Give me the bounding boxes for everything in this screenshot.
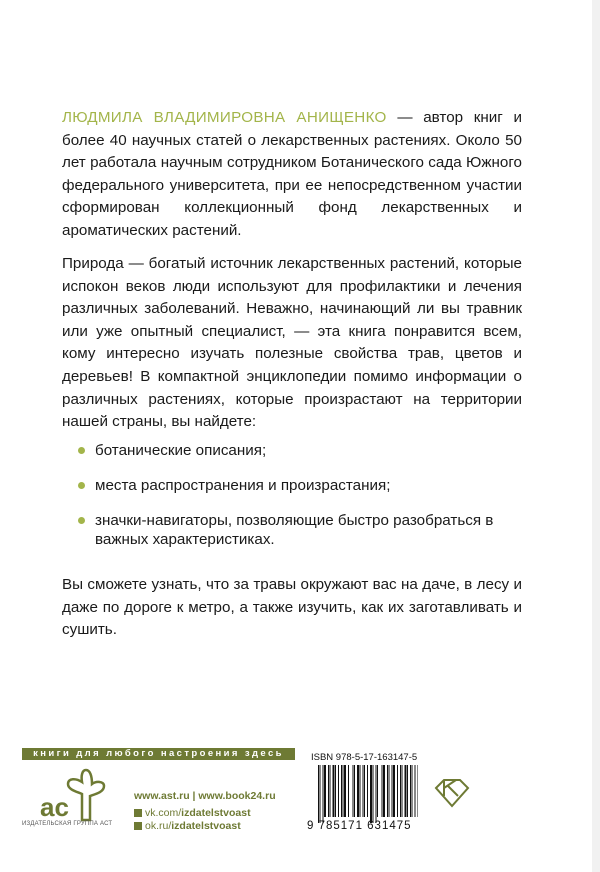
barcode-bar xyxy=(348,765,349,817)
barcode-bar xyxy=(415,765,416,817)
author-paragraph xyxy=(62,107,522,243)
list-item-text: ботанические описания; xyxy=(95,442,267,459)
barcode-bar xyxy=(354,765,355,817)
barcode-bar xyxy=(324,765,326,817)
author-bio: — автор книг и более 40 научных статей о лекарственных растениях. Около 50 лет работала научным сотрудником Ботанического сада Южного федерального университета, при ее непосредственном участии сформирован коллекционный фонд лекарственных и ароматических растений. xyxy=(62,109,522,239)
barcode-bar xyxy=(377,765,378,817)
bullet-icon xyxy=(78,447,85,454)
barcode-bar xyxy=(418,765,419,817)
barcode-bar xyxy=(376,765,377,823)
barcode-bar xyxy=(410,765,411,817)
barcode-bar xyxy=(393,765,395,817)
isbn: ISBN 978-5-17-163147-5 xyxy=(311,752,418,763)
barcode-bar xyxy=(341,765,342,817)
ok-link[interactable] xyxy=(134,820,241,832)
barcode-bar xyxy=(360,765,361,817)
vk-icon xyxy=(134,809,142,817)
list-item xyxy=(62,441,522,460)
logo-caption: ИЗДАТЕЛЬСКАЯ ГРУППА АСТ xyxy=(22,821,113,827)
page-edge xyxy=(592,0,600,872)
ok-prefix: ok.ru/ xyxy=(145,820,172,832)
barcode-bar xyxy=(344,765,346,817)
barcode-digits: 9 785171 631475 xyxy=(307,820,412,832)
slogan-band: книги для любого настроения здесь xyxy=(22,748,295,760)
barcode-bar xyxy=(353,765,354,817)
ok-handle: izdatelstvoast xyxy=(171,820,241,832)
barcode-bar xyxy=(333,765,335,817)
list-item-text: места распространения и произрастания; xyxy=(95,477,391,494)
closing-paragraph: Вы сможете узнать, что за травы окружают вас на даче, в лесу и даже по дороге к метро, а также изучить, как их заготавливать и сушить. xyxy=(62,576,522,639)
websites-link[interactable]: www.ast.ru | www.book24.ru xyxy=(134,790,276,802)
logo-text: ac xyxy=(40,792,69,822)
vk-link[interactable] xyxy=(134,807,251,819)
author-name: ЛЮДМИЛА ВЛАДИМИРОВНА АНИЩЕНКО xyxy=(62,109,387,126)
barcode-bar xyxy=(387,765,388,817)
barcode-bar xyxy=(370,765,372,823)
barcode-bar xyxy=(364,765,365,817)
ast-logo xyxy=(34,766,114,826)
ok-icon xyxy=(134,822,142,830)
barcode-bar xyxy=(320,765,321,823)
vk-handle: izdatelstvoast xyxy=(181,807,251,819)
barcode-bar xyxy=(400,765,401,817)
barcode-bar xyxy=(392,765,393,817)
list-item xyxy=(62,476,522,495)
barcode-bar xyxy=(330,765,331,817)
barcode-bar xyxy=(363,765,364,817)
barcode-bar xyxy=(335,765,336,817)
barcode-bar xyxy=(412,765,413,817)
barcode-bar xyxy=(382,765,383,817)
barcode-bar xyxy=(343,765,344,817)
barcode-bar xyxy=(383,765,385,817)
list-item xyxy=(62,511,522,549)
feature-list xyxy=(62,441,522,565)
description-paragraph: Природа — богатый источник лекарственных растений, которые испокон веков люди используют для профилактики и лечения различных заболеваний. Неважно, начинающий ли вы травник или уже опытный специалист, — эта книга понравится всем, кому интересно изучать полезные свойства трав, цветов и деревьев! В компактной энциклопедии помимо информации о различных растениях, которые произрастают на территории нашей страны, вы найдете: xyxy=(62,255,522,431)
barcode-bar xyxy=(338,765,339,817)
barcode-bar xyxy=(318,765,319,823)
bullet-icon xyxy=(78,517,85,524)
barcode-bar xyxy=(389,765,390,817)
barcode-bar xyxy=(373,765,374,823)
vk-prefix: vk.com/ xyxy=(145,807,182,819)
list-item-text: значки-навигаторы, позволяющие быстро разобраться в важных характеристиках. xyxy=(95,512,494,548)
barcode-bar xyxy=(367,765,368,817)
barcode-bar xyxy=(405,765,407,817)
barcode-bar xyxy=(407,765,408,817)
barcode-bar xyxy=(357,765,359,817)
barcode-bar xyxy=(397,765,398,817)
barcode-bar xyxy=(402,765,403,817)
bullet-icon xyxy=(78,482,85,489)
publisher-diamond-logo xyxy=(434,778,470,808)
barcode-bar xyxy=(323,765,324,823)
barcode-image xyxy=(318,765,418,825)
barcode-bar xyxy=(328,765,329,817)
